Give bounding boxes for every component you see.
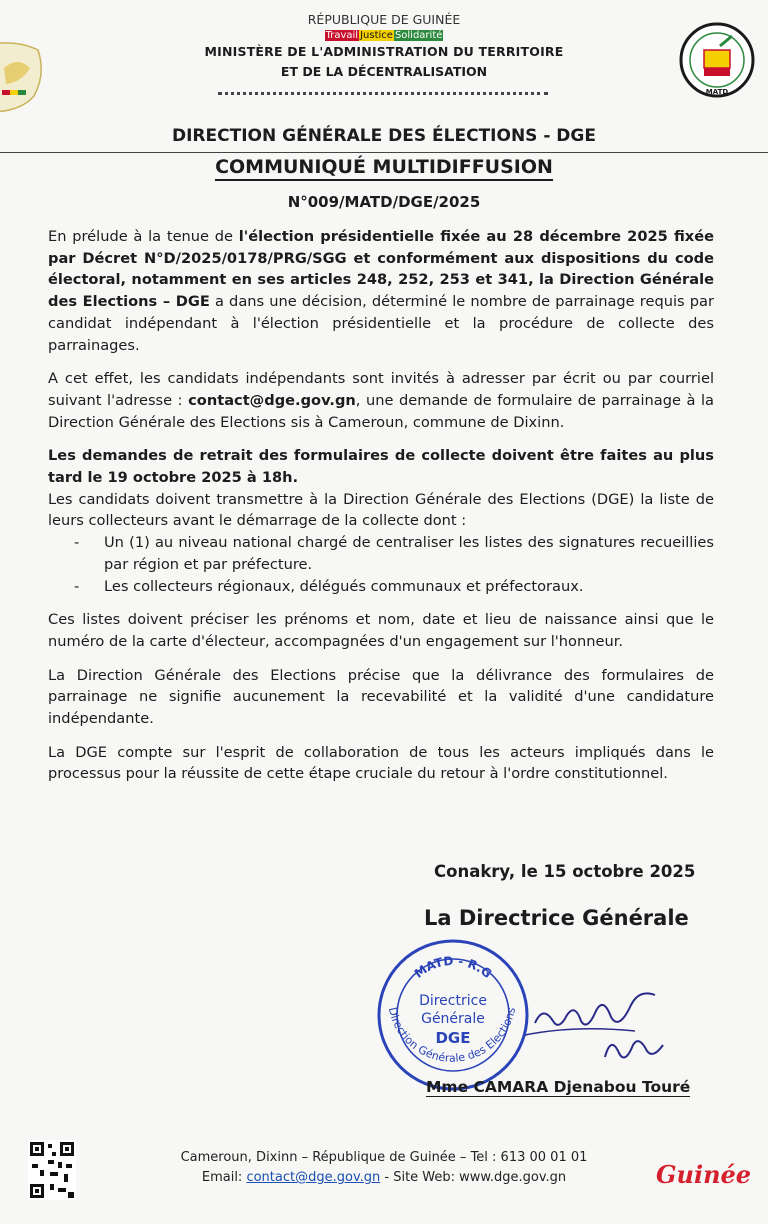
direction-title: DIRECTION GÉNÉRALE DES ÉLECTIONS - DGE xyxy=(172,126,596,146)
republic-heading: RÉPUBLIQUE DE GUINÉE xyxy=(307,12,461,27)
footer-email-label: Email: xyxy=(201,1170,247,1185)
communique-body xyxy=(48,226,714,797)
deadline-statement: Les demandes de retrait des formulaires de collecte doivent être faites au plus tard le 19 octobre 2025 à 18h. xyxy=(48,447,714,487)
paragraph-1 xyxy=(48,226,714,356)
collectors-list xyxy=(48,532,714,597)
national-motto xyxy=(0,30,768,41)
matd-logo-text: MATD xyxy=(705,88,729,96)
list-item: - Les collecteurs régionaux, délégués communaux et préfectoraux. xyxy=(104,576,714,598)
header-rule xyxy=(0,152,768,153)
footer-email-link[interactable]: contact@dge.gov.gn xyxy=(246,1170,381,1185)
list-item: - Un (1) au niveau national chargé de centraliser les listes des signatures recueillies par région et par préfecture. xyxy=(104,532,714,575)
p2-intro: A cet effet, les candidats indépendants sont invités à adresser par écrit ou par courriel suivant l'adresse : xyxy=(48,370,714,409)
footer-website: - Site Web: www.dge.gov.gn xyxy=(380,1170,567,1185)
footer-contact xyxy=(0,1170,768,1185)
stamp-bottom-text: Direction Générale des Elections xyxy=(385,1005,519,1065)
motto-justice: Justice xyxy=(360,30,393,41)
contact-email-inline: contact@dge.gov.gn xyxy=(188,391,356,409)
svg-text:MATD - R.G xyxy=(412,954,494,981)
stamp-top-text: MATD - R.G xyxy=(411,953,495,981)
paragraph-2 xyxy=(48,368,714,433)
paragraph-3 xyxy=(48,445,714,488)
dotted-separator xyxy=(218,92,548,95)
motto-solidarite: Solidarité xyxy=(394,30,443,41)
p1-bold: l'élection présidentielle fixée au 28 décembre 2025 fixée par Décret N°D/2025/0178/PRG/SGG et conformément aux dispositions du code électoral, notamment en ses articles 248, 252, 253 et 341, la Direction Générale des Elections – DGE xyxy=(48,228,714,311)
place-date: Conakry, le 15 octobre 2025 xyxy=(434,862,696,881)
official-stamp-icon xyxy=(373,935,533,1095)
paragraph-4: Les candidats doivent transmettre à la Direction Générale des Elections (DGE) la liste de leurs collecteurs avant le démarrage de la collecte dont : xyxy=(48,490,714,530)
paragraph-7: La DGE compte sur l'esprit de collaboration de tous les acteurs impliqués dans le processus pour la réussite de cette étape cruciale du retour à l'ordre constitutionnel. xyxy=(48,743,714,783)
motto-travail: Travail xyxy=(325,30,359,41)
document-type-title xyxy=(0,156,768,178)
paragraph-5: Ces listes doivent préciser les prénoms et nom, date et lieu de naissance ainsi que le numéro de la carte d'électeur, accompagnées d'un engagement sur l'honneur. xyxy=(48,611,714,650)
stamp-line-1: Directrice xyxy=(419,993,487,1009)
stamp-line-2: Générale xyxy=(421,1011,485,1027)
handwritten-signature-icon xyxy=(515,965,675,1075)
signatory-name-text: Mme CAMARA Djenabou Touré xyxy=(426,1078,691,1096)
footer-address: Cameroun, Dixinn – République de Guinée – Tel : 613 00 01 01 xyxy=(180,1150,588,1165)
signatory-name xyxy=(426,1078,690,1096)
guinee-brand-logo: Guinée xyxy=(656,1160,752,1189)
p1-intro: En prélude à la tenue de xyxy=(48,228,239,245)
p1-rest: a dans une décision, déterminé le nombre de parrainage requis par candidat indépendant à l'élection présidentielle et la procédure de collecte des parrainages. xyxy=(48,293,715,354)
stamp-line-3: DGE xyxy=(435,1029,471,1047)
signatory-title: La Directrice Générale xyxy=(424,906,689,930)
ministry-line-1: MINISTÈRE DE L'ADMINISTRATION DU TERRITOIRE xyxy=(204,44,564,59)
reference-number: N°009/MATD/DGE/2025 xyxy=(287,193,481,211)
p2-rest: , une demande de formulaire de parrainage à la Direction Générale des Elections sis à Cameroun, commune de Dixinn. xyxy=(48,391,714,431)
document-type-text: COMMUNIQUÉ MULTIDIFFUSION xyxy=(215,156,553,181)
ministry-line-2: ET DE LA DÉCENTRALISATION xyxy=(280,64,488,79)
paragraph-6: La Direction Générale des Elections précise que la délivrance des formulaires de parrainage ne signifie aucunement la recevabilité et la validité d'une candidature indépendante. xyxy=(48,666,714,728)
